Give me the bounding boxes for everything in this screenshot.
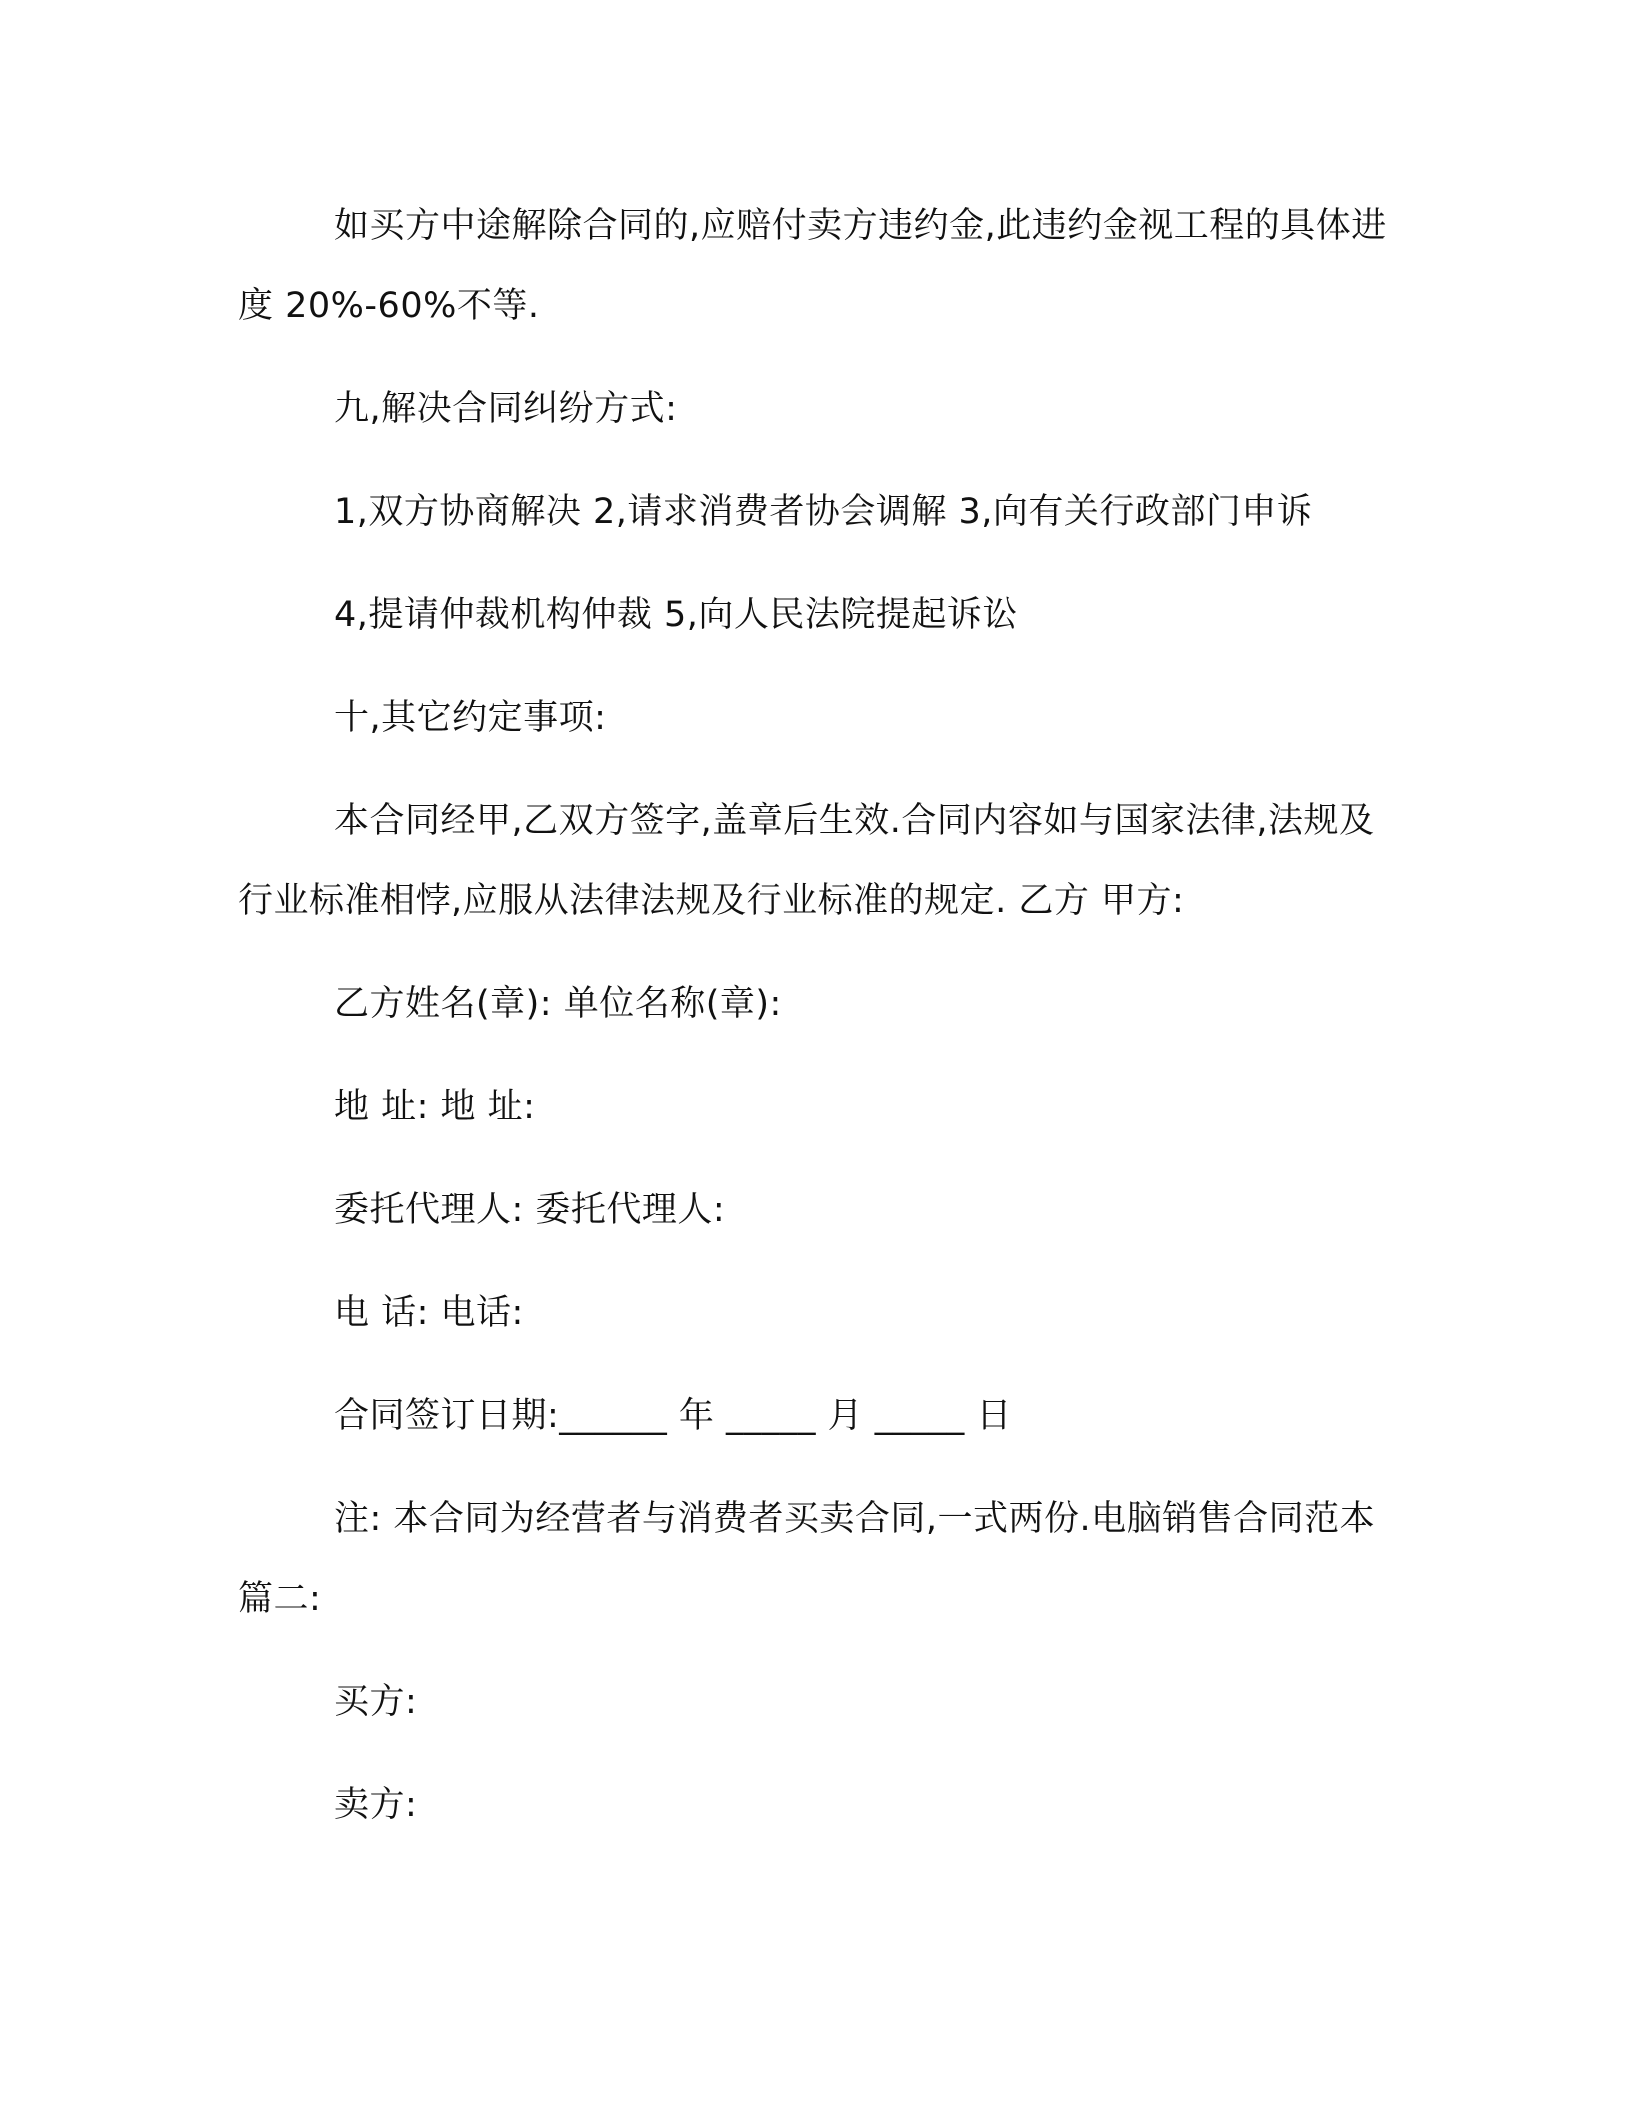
signature-address-line: 地 址: 地 址: [334, 1087, 536, 1127]
buyer-line: 买方: [334, 1682, 418, 1722]
document-body [238, 186, 1388, 1845]
section-heading-other-terms: 十,其它约定事项: [334, 698, 607, 738]
paragraph-contract-effect: 本合同经甲,乙双方签字,盖章后生效.合同内容如与国家法律,法规及行业标准相悖,应服从法律法规及行业标准的规定. 乙方 甲方: [238, 801, 1375, 921]
seller-line: 卖方: [334, 1785, 418, 1825]
paragraph-dispute-options-2: 4,提请仲裁机构仲裁 5,向人民法院提起诉讼 [334, 595, 1018, 635]
paragraph-dispute-options-1: 1,双方协商解决 2,请求消费者协会调解 3,向有关行政部门申诉 [334, 492, 1313, 532]
section-heading-dispute-resolution: 九,解决合同纠纷方式: [334, 389, 678, 429]
signature-agent-line: 委托代理人: 委托代理人: [334, 1190, 726, 1230]
signing-date-line: 合同签订日期:______ 年 _____ 月 _____ 日 [334, 1396, 1012, 1436]
paragraph-breach-penalty: 如买方中途解除合同的,应赔付卖方违约金,此违约金视工程的具体进度 20%-60%不等. [238, 206, 1387, 326]
signature-phone-line: 电 话: 电话: [334, 1293, 524, 1333]
signature-name-line: 乙方姓名(章): 单位名称(章): [334, 984, 782, 1024]
paragraph-note: 注: 本合同为经营者与消费者买卖合同,一式两份.电脑销售合同范本篇二: [238, 1499, 1376, 1619]
